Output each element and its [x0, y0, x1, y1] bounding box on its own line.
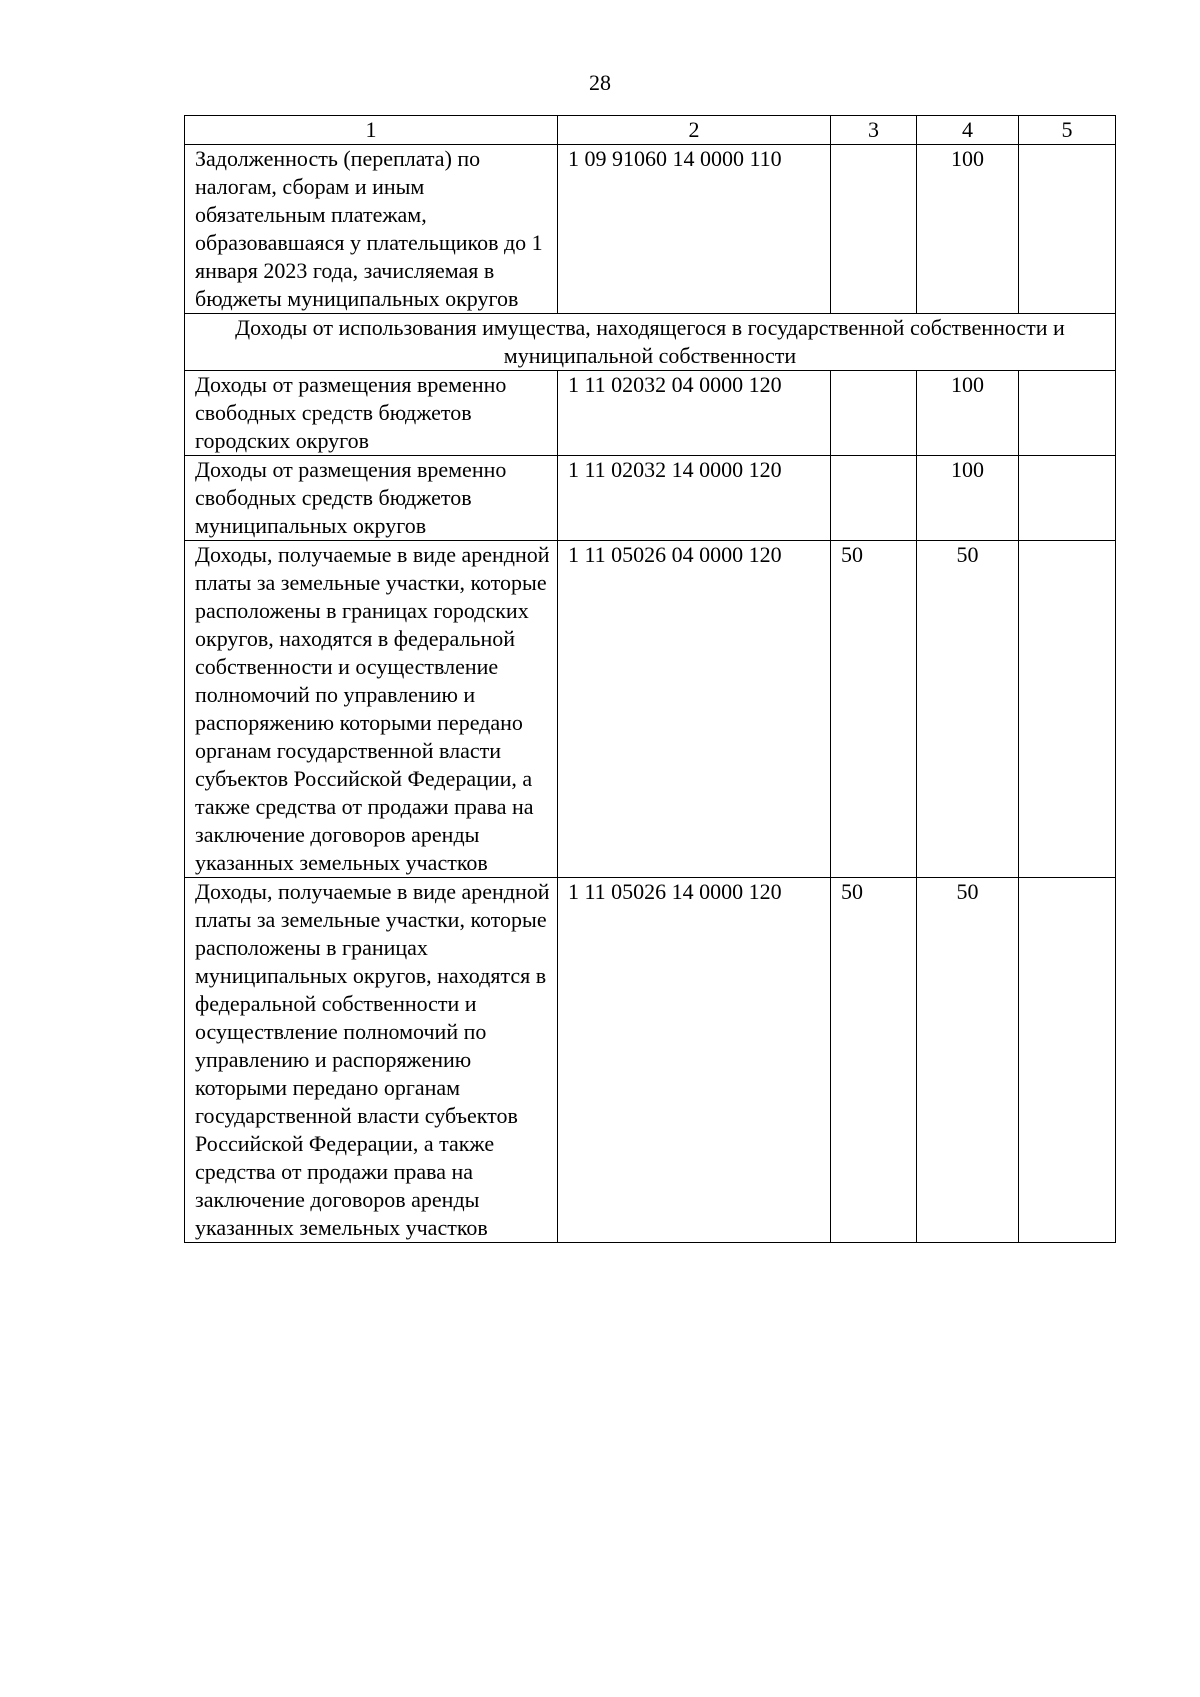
- col4-value: 50: [917, 541, 1019, 878]
- col4-value: 100: [917, 145, 1019, 314]
- section-title: Доходы от использования имущества, находящегося в государственной собственности и муниципальной собственности: [185, 314, 1116, 371]
- header-cell: 1: [185, 116, 558, 145]
- table-row: [185, 878, 1116, 1243]
- col5-value: [1019, 541, 1116, 878]
- col5-value: [1019, 145, 1116, 314]
- col4-value: 50: [917, 878, 1019, 1243]
- col3-value: [831, 456, 917, 541]
- col3-value: [831, 371, 917, 456]
- income-name: Доходы, получаемые в виде арендной платы за земельные участки, которые расположены в границах городских округов, находятся в федеральной собственности и осуществление полномочий по управлению и распоряжению которыми передано органам государственной власти субъектов Российской Федерации, а также средства от продажи права на заключение договоров аренды указанных земельных участков: [185, 541, 558, 878]
- income-name: Доходы от размещения временно свободных средств бюджетов городских округов: [185, 371, 558, 456]
- income-name: Доходы, получаемые в виде арендной платы за земельные участки, которые расположены в границах муниципальных округов, находятся в федеральной собственности и осуществление полномочий по управлению и распоряжению которыми передано органам государственной власти субъектов Российской Федерации, а также средства от продажи права на заключение договоров аренды указанных земельных участков: [185, 878, 558, 1243]
- header-cell: 3: [831, 116, 917, 145]
- table-header-row: [185, 116, 1116, 145]
- header-cell: 2: [558, 116, 831, 145]
- budget-code: 1 09 91060 14 0000 110: [558, 145, 831, 314]
- page-number: 28: [589, 70, 611, 95]
- table-row: [185, 145, 1116, 314]
- revenue-table: [184, 115, 1116, 1243]
- col4-value: 100: [917, 371, 1019, 456]
- col5-value: [1019, 878, 1116, 1243]
- header-cell: 5: [1019, 116, 1116, 145]
- income-name: Доходы от размещения временно свободных средств бюджетов муниципальных округов: [185, 456, 558, 541]
- table-row: [185, 371, 1116, 456]
- budget-code: 1 11 02032 14 0000 120: [558, 456, 831, 541]
- budget-code: 1 11 05026 14 0000 120: [558, 878, 831, 1243]
- table-row: [185, 456, 1116, 541]
- col3-value: 50: [831, 541, 917, 878]
- col4-value: 100: [917, 456, 1019, 541]
- col3-value: [831, 145, 917, 314]
- header-cell: 4: [917, 116, 1019, 145]
- income-name: Задолженность (переплата) по налогам, сборам и иным обязательным платежам, образовавшаяся у плательщиков до 1 января 2023 года, зачисляемая в бюджеты муниципальных округов: [185, 145, 558, 314]
- col5-value: [1019, 456, 1116, 541]
- table-row: [185, 541, 1116, 878]
- col3-value: 50: [831, 878, 917, 1243]
- budget-code: 1 11 02032 04 0000 120: [558, 371, 831, 456]
- col5-value: [1019, 371, 1116, 456]
- budget-code: 1 11 05026 04 0000 120: [558, 541, 831, 878]
- section-row: [185, 314, 1116, 371]
